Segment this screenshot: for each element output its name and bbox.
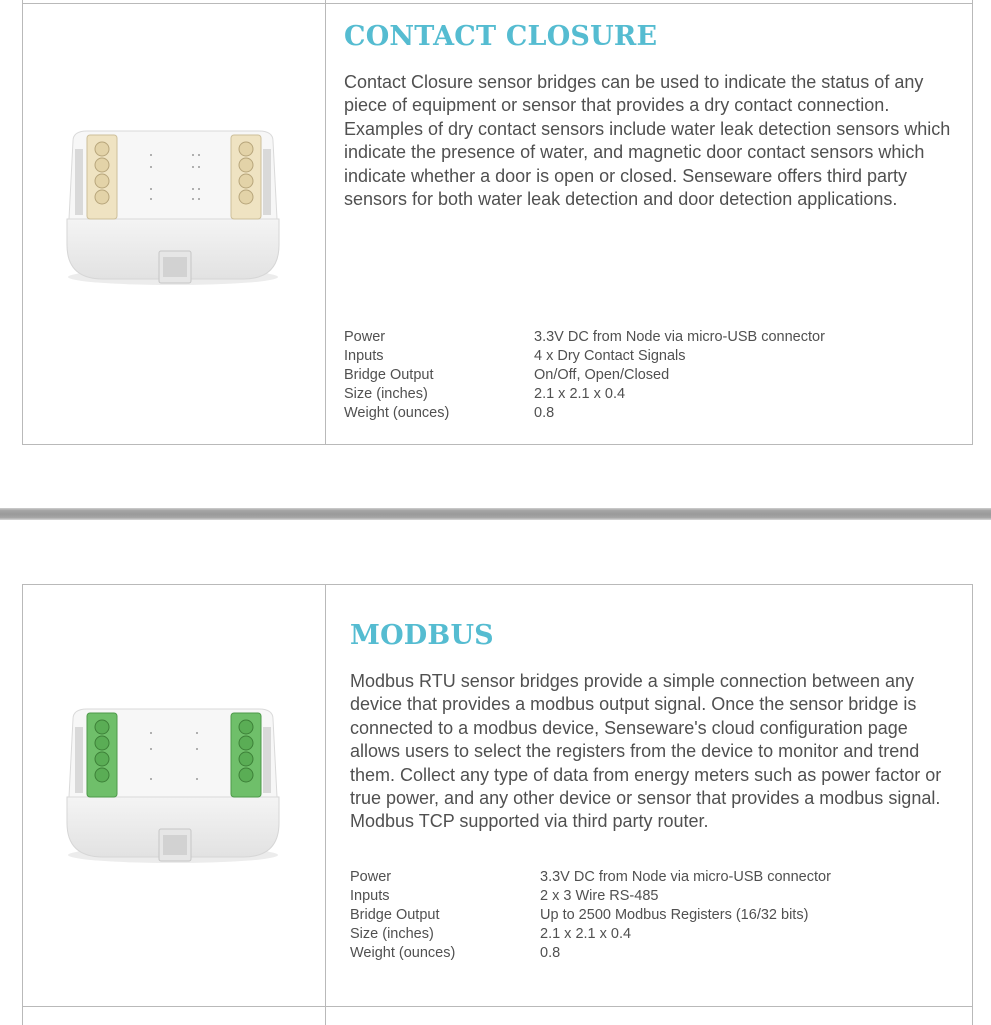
section-description: Modbus RTU sensor bridges provide a simple connection between any device that provides a modbus output signal. Once the sensor bridge is connected to a modbus device, Senseware's cloud configuration page allows users to select the registers from the device to monitor and trend them. Collect any type of data from energy meters such as power factor or true power, and any other device or sensor that provides a modbus signal. Modbus TCP supported via third party router.: [350, 671, 942, 832]
spec-row-power: [350, 868, 831, 887]
spec-row-weight: [344, 404, 825, 423]
spec-table: [344, 328, 825, 423]
section-title: MODBUS: [350, 620, 494, 651]
spec-row-bridge-output: [344, 366, 825, 385]
panel-column-divider: [325, 585, 326, 1025]
panel-column-divider: [325, 0, 326, 444]
spec-value: 0.8: [540, 945, 561, 961]
spec-row-size: [350, 925, 831, 944]
spec-row-power: [344, 328, 825, 347]
section-title: CONTACT CLOSURE: [344, 21, 658, 52]
spec-value: 2 x 3 Wire RS-485: [540, 888, 659, 904]
contact-closure-bridge-image: [63, 127, 287, 287]
spec-value: 3.3V DC from Node via micro-USB connector: [540, 869, 831, 885]
spec-label: Weight (ounces): [350, 945, 456, 961]
spec-row-weight: [350, 944, 831, 963]
spec-value: 3.3V DC from Node via micro-USB connector: [534, 329, 825, 345]
spec-row-size: [344, 385, 825, 404]
spec-row-bridge-output: [350, 906, 831, 925]
spec-label: Bridge Output: [350, 907, 440, 923]
spec-label: Size (inches): [344, 386, 428, 402]
spec-label: Inputs: [350, 888, 390, 904]
spec-row-inputs: [344, 347, 825, 366]
spec-value: Up to 2500 Modbus Registers (16/32 bits): [540, 907, 809, 923]
spec-row-inputs: [350, 887, 831, 906]
section-description: Contact Closure sensor bridges can be used to indicate the status of any piece of equipment or sensor that provides a dry contact connection. Examples of dry contact sensors include water leak detection sensors which indicate the presence of water, and magnetic door contact sensors which indicate whether a door is open or closed. Senseware offers third party sensors for both water leak detection and door detection applications.: [344, 72, 951, 210]
spec-label: Weight (ounces): [344, 405, 450, 421]
panel-top-rule: [23, 3, 972, 4]
spec-value: On/Off, Open/Closed: [534, 367, 670, 383]
contact-closure-panel: [22, 0, 973, 445]
spec-label: Bridge Output: [344, 367, 434, 383]
modbus-panel: [22, 584, 973, 1025]
spec-table: [350, 868, 831, 963]
spec-value: 0.8: [534, 405, 555, 421]
spec-label: Power: [344, 329, 386, 345]
modbus-bridge-image: [63, 705, 287, 865]
spec-label: Power: [350, 869, 392, 885]
spec-value: 4 x Dry Contact Signals: [534, 348, 686, 364]
panel-bottom-rule: [23, 1006, 972, 1007]
spec-label: Size (inches): [350, 926, 434, 942]
spec-value: 2.1 x 2.1 x 0.4: [540, 926, 632, 942]
spec-value: 2.1 x 2.1 x 0.4: [534, 386, 626, 402]
spec-label: Inputs: [344, 348, 384, 364]
section-divider-bar: [0, 508, 991, 520]
